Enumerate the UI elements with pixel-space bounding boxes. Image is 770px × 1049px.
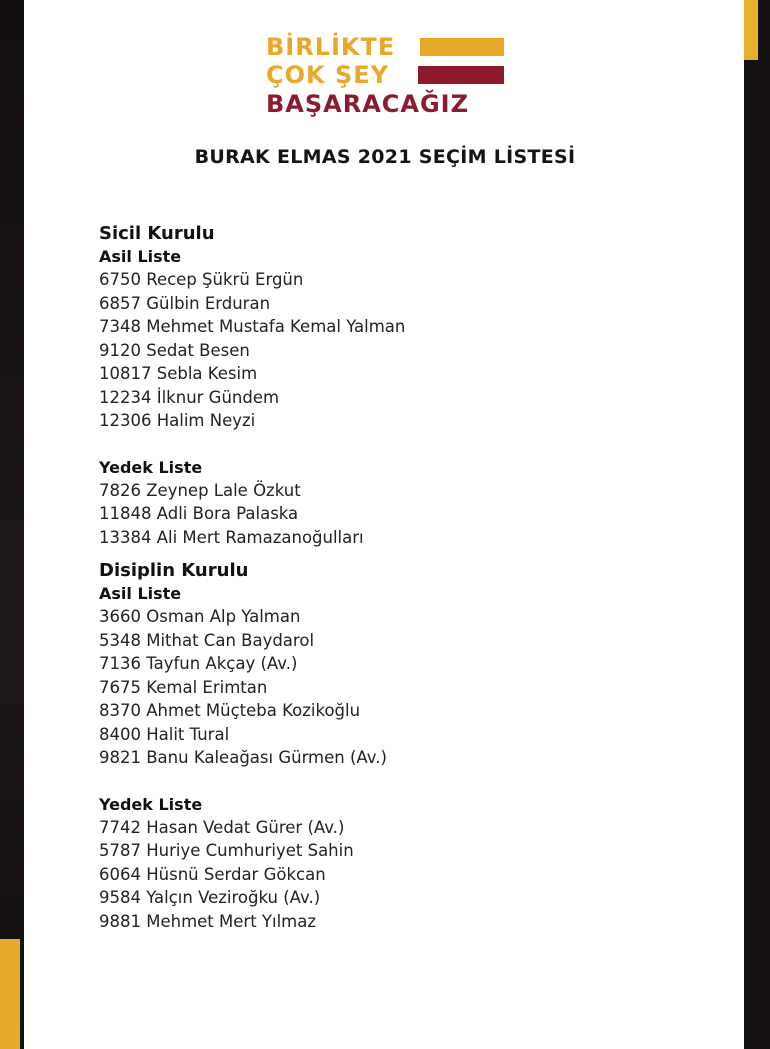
logo-line-3: BAŞARACAĞIZ [266,90,469,118]
left-edge-gold-accent [0,939,20,1049]
asil-liste-heading: Asil Liste [99,247,182,266]
list-item: 7348 Mehmet Mustafa Kemal Yalman [99,317,406,336]
section-disiplin-kurulu [99,559,405,933]
document-title: BURAK ELMAS 2021 SEÇİM LİSTESİ [194,146,576,168]
election-list-content [99,222,405,933]
list-item: 7826 Zeynep Lale Özkut [99,480,301,500]
list-item: 6064 Hüsnü Serdar Gökcan [99,864,326,884]
yedek-liste-heading: Yedek Liste [99,457,203,477]
yedek-liste-heading: Yedek Liste [99,794,203,814]
list-item: 7136 Tayfun Akçay (Av.) [99,654,298,673]
list-item: 7742 Hasan Vedat Gürer (Av.) [99,817,345,837]
list-item: 11848 Adli Bora Palaska [99,504,299,523]
section-sicil-kurulu [99,222,405,549]
list-item: 7675 Kemal Erimtan [99,677,268,697]
section-heading: Sicil Kurulu [99,223,215,244]
logo-line-2: ÇOK ŞEY [266,61,390,89]
list-item: 3660 Osman Alp Yalman [99,607,301,626]
logo-line-1: BİRLİKTE [266,33,396,61]
list-item: 9881 Mehmet Mert Yılmaz [99,911,316,931]
document-page [24,0,746,1049]
list-item: 9821 Banu Kaleağası Gürmen (Av.) [99,748,387,767]
asil-liste-heading: Asil Liste [99,584,182,603]
left-edge-border [0,0,24,1049]
list-item: 9120 Sedat Besen [99,340,250,360]
list-item: 6750 Recep Şükrü Ergün [99,270,304,289]
list-item: 8370 Ahmet Müçteba Kozikoğlu [99,701,361,720]
section-heading: Disiplin Kurulu [99,560,249,581]
list-item: 10817 Sebla Kesim [99,364,258,383]
right-edge-gold-accent [744,0,758,60]
list-item: 12306 Halim Neyzi [99,411,256,430]
list-item: 9584 Yalçın Veziroğku (Av.) [99,888,321,907]
list-item: 6857 Gülbin Erduran [99,293,271,313]
campaign-logo [266,34,506,120]
right-edge-border [744,0,770,1049]
list-item: 8400 Halit Tural [99,724,230,744]
list-item: 5348 Mithat Can Baydarol [99,630,315,650]
logo-gold-bar [420,38,504,56]
list-item: 12234 İlknur Gündem [99,387,280,407]
list-item: 5787 Huriye Cumhuriyet Sahin [99,841,354,860]
list-item: 13384 Ali Mert Ramazanoğulları [99,527,364,547]
logo-maroon-bar [418,66,504,84]
